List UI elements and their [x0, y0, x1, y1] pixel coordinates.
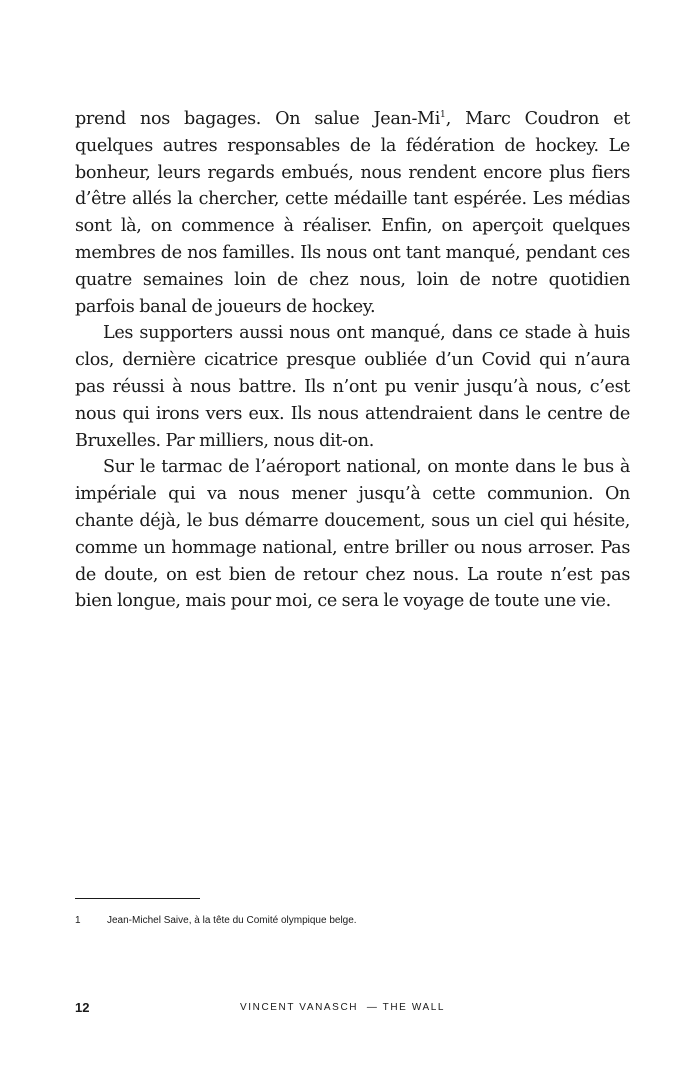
- footnote-text: Jean-Michel Saive, à la tête du Comité olympique belge.: [107, 915, 357, 926]
- paragraph: Sur le tarmac de l’aéroport national, on monte dans le bus à impériale qui va nous mener jusqu’à cette communion. On chante déjà, le bus démarre doucement, sous un ciel qui hésite, comme un hommage national, entre briller ou nous arroser. Pas de doute, on est bien de retour chez nous. La route n’est pas bien longue, mais pour moi, ce sera le voyage de toute une vie.: [75, 457, 630, 612]
- footnote-divider: [75, 898, 200, 899]
- body-text: [75, 106, 630, 615]
- footnote: [75, 914, 635, 928]
- paragraph: [75, 106, 630, 320]
- paragraph: Les supporters aussi nous ont manqué, dans ce stade à huis clos, dernière cicatrice presque oubliée d’un Covid qui n’aura pas réussi à nous battre. Ils n’ont pu venir jusqu’à nous, c’est nous qui irons vers eux. Ils nous attendraient dans le centre de Bruxelles. Par milliers, nous dit-on.: [75, 323, 630, 451]
- paragraph-text: , Marc Coudron et quelques autres responsables de la fédération de hockey. Le bonheur, leurs regards embués, nous rendent encore plus fiers d’être allés la chercher, cette médaille tant espérée. Les médias sont là, on commence à réaliser. Enfin, on aperçoit quelques membres de nos familles. Ils nous ont tant manqué, pendant ces quatre semaines loin de chez nous, loin de notre quotidien parfois banal de joueurs de hockey.: [75, 109, 630, 317]
- paragraph-text: prend nos bagages. On salue Jean-Mi: [75, 109, 440, 129]
- footnote-reference[interactable]: 1: [440, 110, 446, 120]
- page-number: 12: [75, 1000, 90, 1015]
- page-footer: [75, 1000, 635, 1016]
- footnote-number: 1: [75, 915, 81, 926]
- running-title: VINCENT VANASCH — THE WALL: [240, 1002, 446, 1013]
